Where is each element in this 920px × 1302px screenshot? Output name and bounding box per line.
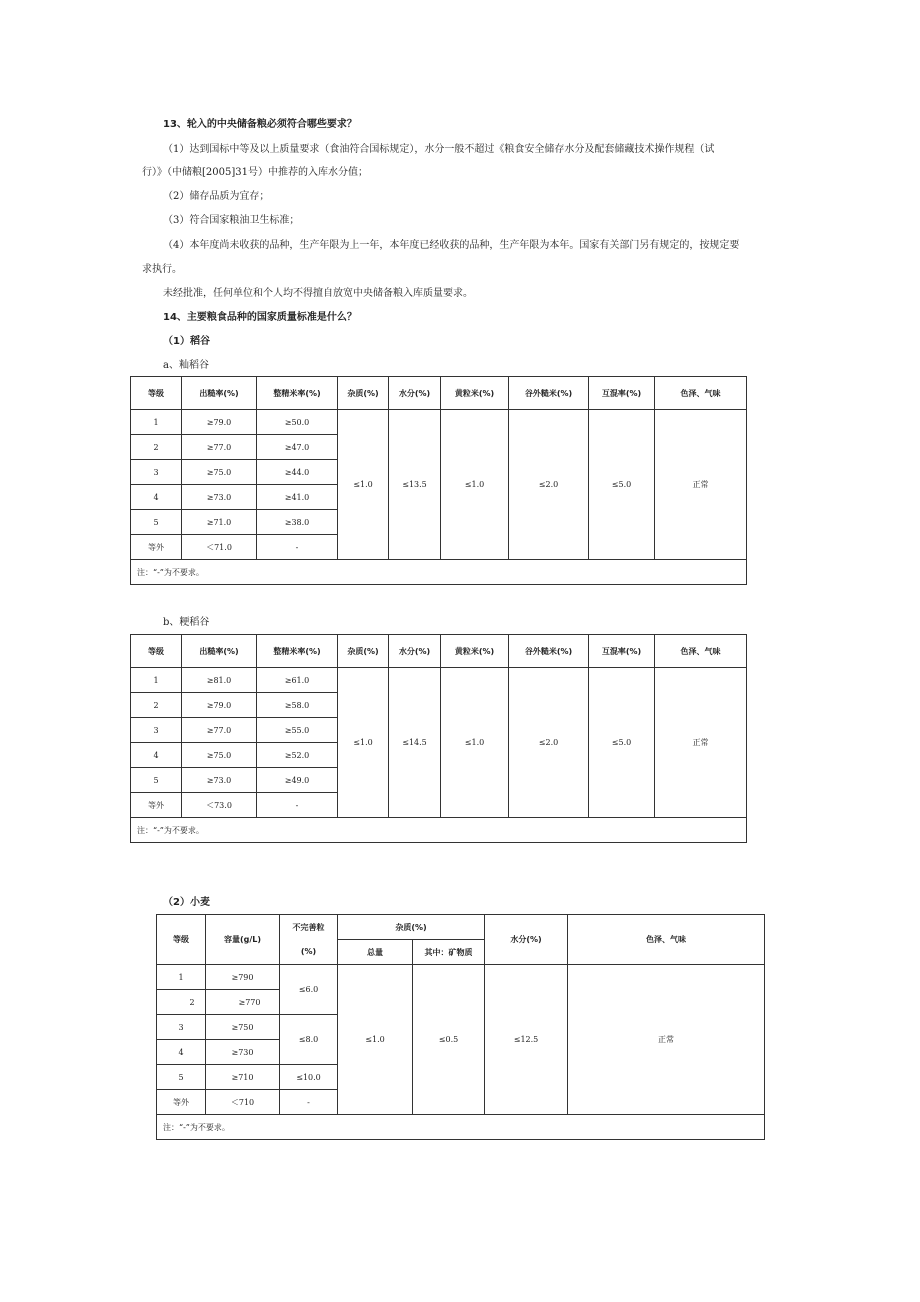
moisture-cell: ≤12.5: [485, 965, 568, 1115]
moisture-cell: ≤14.5: [389, 668, 441, 818]
grade-cell: 2: [131, 435, 182, 460]
unsound-kernel-cell: ≤10.0: [280, 1065, 338, 1090]
head-rice-cell: ≥58.0: [257, 693, 338, 718]
grade-cell: 5: [131, 510, 182, 535]
hull-rate-cell: ≥73.0: [182, 768, 257, 793]
head-rice-cell: -: [257, 535, 338, 560]
test-weight-cell: ≥710: [206, 1065, 280, 1090]
color-smell-cell: 正常: [568, 965, 765, 1115]
hull-rate-cell: ＜73.0: [182, 793, 257, 818]
unsound-kernel-cell: -: [280, 1090, 338, 1115]
test-weight-cell: ≥750: [206, 1015, 280, 1040]
table-note: 注：“-”为不要求。: [157, 1115, 765, 1140]
test-weight-cell: ≥770: [206, 990, 280, 1015]
header-moisture: 水分(%): [389, 635, 441, 668]
head-rice-cell: ≥44.0: [257, 460, 338, 485]
table-note: 注：“-”为不要求。: [131, 560, 747, 585]
header-grade: 等级: [157, 915, 206, 965]
hull-rate-cell: ≥75.0: [182, 743, 257, 768]
grade-cell: 5: [131, 768, 182, 793]
head-rice-cell: ≥41.0: [257, 485, 338, 510]
grade-cell: 1: [157, 965, 206, 990]
moisture-cell: ≤13.5: [389, 410, 441, 560]
hull-rate-cell: ≥71.0: [182, 510, 257, 535]
hull-rate-cell: ≥81.0: [182, 668, 257, 693]
grade-cell: 4: [131, 743, 182, 768]
hull-rate-cell: ≥77.0: [182, 718, 257, 743]
q13-p4-line1: （4）本年度尚未收获的品种，生产年限为上一年，本年度已经收获的品种，生产年限为本年。国家有关部门另有规定的，按规定要: [163, 240, 740, 251]
brown-rice-cell: ≤2.0: [509, 410, 589, 560]
grade-cell: 3: [131, 718, 182, 743]
head-rice-cell: ≥50.0: [257, 410, 338, 435]
grade-cell: 1: [131, 668, 182, 693]
header-head-rice: 整精米率(%): [257, 635, 338, 668]
header-yellow-rice: 黄粒米(%): [441, 635, 509, 668]
q13-title: 13、轮入的中央储备粮必须符合哪些要求？: [163, 119, 357, 130]
hull-rate-cell: ≥75.0: [182, 460, 257, 485]
impurity-cell: ≤1.0: [338, 668, 389, 818]
head-rice-cell: ≥52.0: [257, 743, 338, 768]
color-smell-cell: 正常: [655, 668, 747, 818]
hull-rate-cell: ＜71.0: [182, 535, 257, 560]
hull-rate-cell: ≥77.0: [182, 435, 257, 460]
grade-cell: 3: [131, 460, 182, 485]
header-head-rice: 整精米率(%): [257, 377, 338, 410]
hull-rate-cell: ≥79.0: [182, 693, 257, 718]
header-color-smell: 色泽、气味: [655, 377, 747, 410]
head-rice-cell: ≥55.0: [257, 718, 338, 743]
q13-p5: 未经批准，任何单位和个人均不得擅自放宽中央储备粮入库质量要求。: [163, 288, 473, 299]
q13-p1-line1: （1）达到国标中等及以上质量要求（食油符合国标规定），水分一般不超过《粮食安全储存水分及配套储藏技术操作规程（试: [163, 144, 715, 155]
color-smell-cell: 正常: [655, 410, 747, 560]
header-unsound-kernel-unit: (%): [280, 940, 338, 965]
grade-cell: 3: [157, 1015, 206, 1040]
header-mix-rate: 互混率(%): [589, 377, 655, 410]
mix-rate-cell: ≤5.0: [589, 668, 655, 818]
head-rice-cell: ≥38.0: [257, 510, 338, 535]
table-indica-rice: [130, 376, 747, 585]
table-a-caption: a、籼稻谷: [163, 360, 209, 371]
head-rice-cell: ≥49.0: [257, 768, 338, 793]
test-weight-cell: ≥790: [206, 965, 280, 990]
header-brown-rice: 谷外糙米(%): [509, 635, 589, 668]
header-impurity-mineral: 其中：矿物质: [413, 940, 485, 965]
head-rice-cell: -: [257, 793, 338, 818]
grade-cell: 4: [157, 1040, 206, 1065]
table-row: [131, 668, 747, 693]
q13-p4-line2: 求执行。: [142, 264, 182, 275]
header-brown-rice: 谷外糙米(%): [509, 377, 589, 410]
grade-cell: 等外: [131, 793, 182, 818]
head-rice-cell: ≥47.0: [257, 435, 338, 460]
grade-cell: 1: [131, 410, 182, 435]
yellow-rice-cell: ≤1.0: [441, 668, 509, 818]
grade-cell: 2: [157, 990, 206, 1015]
grade-cell: 等外: [131, 535, 182, 560]
impurity-cell: ≤1.0: [338, 410, 389, 560]
header-impurity: 杂质(%): [338, 635, 389, 668]
q13-p2: （2）储存品质为宜存；: [163, 191, 270, 202]
table-wheat: [156, 914, 765, 1140]
grade-cell: 4: [131, 485, 182, 510]
header-hull-rate: 出糙率(%): [182, 377, 257, 410]
header-grade: 等级: [131, 635, 182, 668]
impurity-total-cell: ≤1.0: [338, 965, 413, 1115]
header-test-weight: 容量(g/L): [206, 915, 280, 965]
table-japonica-rice: [130, 634, 747, 843]
header-moisture: 水分(%): [389, 377, 441, 410]
table-row: [157, 965, 765, 990]
unsound-kernel-cell: ≤8.0: [280, 1015, 338, 1065]
q13-p3: （3）符合国家粮油卫生标准；: [163, 215, 300, 226]
grade-cell: 等外: [157, 1090, 206, 1115]
q13-p1-line2: 行）》（中储粮[2005]31号）中推荐的入库水分值；: [142, 167, 368, 178]
grade-cell: 5: [157, 1065, 206, 1090]
table-b-caption: b、粳稻谷: [163, 617, 210, 628]
brown-rice-cell: ≤2.0: [509, 668, 589, 818]
impurity-mineral-cell: ≤0.5: [413, 965, 485, 1115]
mix-rate-cell: ≤5.0: [589, 410, 655, 560]
grade-cell: 2: [131, 693, 182, 718]
q14-title: 14、主要粮食品种的国家质量标准是什么？: [163, 312, 357, 323]
table-note: 注：“-”为不要求。: [131, 818, 747, 843]
header-impurity: 杂质(%): [338, 915, 485, 940]
header-yellow-rice: 黄粒米(%): [441, 377, 509, 410]
wheat-heading: （2）小麦: [163, 897, 210, 908]
unsound-kernel-cell: ≤6.0: [280, 965, 338, 1015]
header-mix-rate: 互混率(%): [589, 635, 655, 668]
head-rice-cell: ≥61.0: [257, 668, 338, 693]
hull-rate-cell: ≥79.0: [182, 410, 257, 435]
hull-rate-cell: ≥73.0: [182, 485, 257, 510]
header-moisture: 水分(%): [485, 915, 568, 965]
yellow-rice-cell: ≤1.0: [441, 410, 509, 560]
test-weight-cell: ＜710: [206, 1090, 280, 1115]
table-row: [131, 410, 747, 435]
header-unsound-kernel: 不完善粒: [280, 915, 338, 940]
test-weight-cell: ≥730: [206, 1040, 280, 1065]
rice-heading: （1）稻谷: [163, 336, 210, 347]
header-color-smell: 色泽、气味: [655, 635, 747, 668]
header-impurity: 杂质(%): [338, 377, 389, 410]
header-impurity-total: 总量: [338, 940, 413, 965]
header-hull-rate: 出糙率(%): [182, 635, 257, 668]
header-color-smell: 色泽、气味: [568, 915, 765, 965]
header-grade: 等级: [131, 377, 182, 410]
